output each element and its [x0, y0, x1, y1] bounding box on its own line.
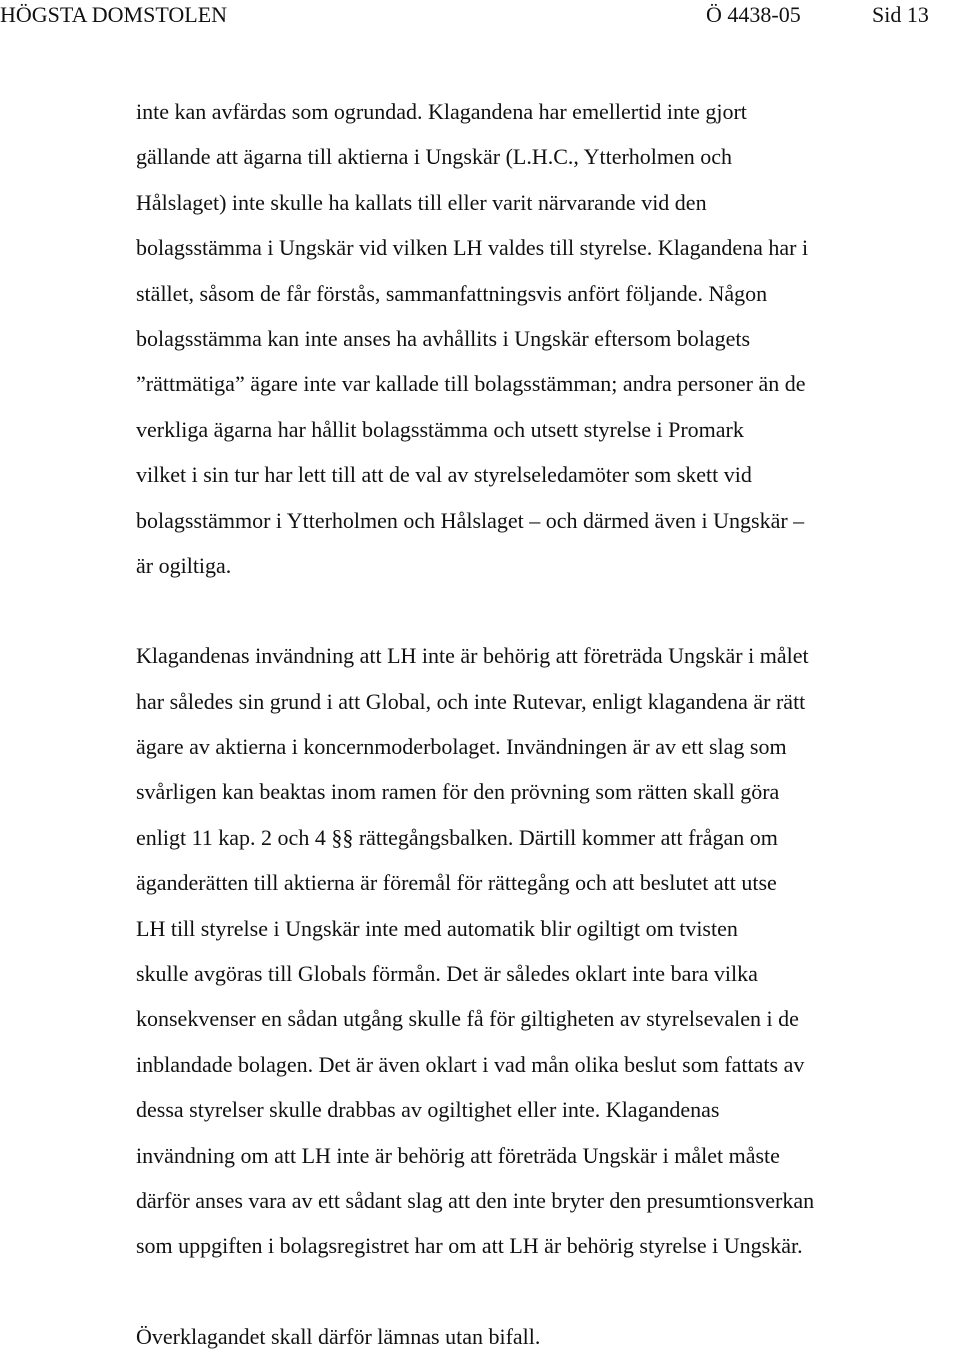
- text-line: stället, såsom de får förstås, sammanfattningsvis anfört följande. Någon: [136, 280, 768, 306]
- text-line: LH till styrelse i Ungskär inte med automatik blir ogiltigt om tvisten: [136, 915, 738, 941]
- text-line: är ogiltiga.: [136, 552, 232, 578]
- text-line: äganderätten till aktierna är föremål för rättegång och att beslutet att utse: [136, 870, 777, 896]
- text-line: Hålslaget) inte skulle ha kallats till eller varit närvarande vid den: [136, 189, 707, 215]
- text-line: som uppgiften i bolagsregistret har om att LH är behörig styrelse i Ungskär.: [136, 1233, 803, 1259]
- document-body: [136, 89, 956, 1359]
- text-line: Överklagandet skall därför lämnas utan bifall.: [136, 1323, 541, 1349]
- text-line: enligt 11 kap. 2 och 4 §§ rättegångsbalken. Därtill kommer att frågan om: [136, 824, 778, 850]
- text-line: därför anses vara av ett sådant slag att den inte bryter den presumtionsverkan: [136, 1187, 815, 1213]
- paragraph-spacer: [136, 588, 956, 633]
- paragraph-3: [136, 1314, 956, 1359]
- text-line: bolagsstämma kan inte anses ha avhållits i Ungskär eftersom bolagets: [136, 325, 751, 351]
- text-line: Klagandenas invändning att LH inte är behörig att företräda Ungskär i målet: [136, 643, 809, 669]
- case-number: Ö 4438-05: [706, 2, 801, 27]
- page-header: [0, 0, 960, 30]
- text-line: ägare av aktierna i koncernmoderbolaget. Invändningen är av ett slag som: [136, 734, 787, 760]
- text-line: vilket i sin tur har lett till att de val av styrelseledamöter som skett vid: [136, 462, 752, 488]
- text-line: invändning om att LH inte är behörig att företräda Ungskär i målet måste: [136, 1142, 780, 1168]
- text-line: skulle avgöras till Globals förmån. Det är således oklart inte bara vilka: [136, 961, 758, 987]
- text-line: bolagsstämma i Ungskär vid vilken LH valdes till styrelse. Klagandena har i: [136, 235, 809, 261]
- text-line: dessa styrelser skulle drabbas av ogiltighet eller inte. Klagandenas: [136, 1097, 720, 1123]
- text-line: ”rättmätiga” ägare inte var kallade till bolagsstämman; andra personer än de: [136, 371, 806, 397]
- text-line: verkliga ägarna har hållit bolagsstämma och utsett styrelse i Promark: [136, 416, 744, 442]
- court-name: HÖGSTA DOMSTOLEN: [0, 2, 228, 27]
- paragraph-2: [136, 633, 956, 1268]
- text-line: svårligen kan beaktas inom ramen för den prövning som rätten skall göra: [136, 779, 780, 805]
- page-number: Sid 13: [872, 2, 929, 27]
- text-line: inblandade bolagen. Det är även oklart i vad mån olika beslut som fattats av: [136, 1051, 805, 1077]
- paragraph-spacer: [136, 1269, 956, 1314]
- text-line: bolagsstämmor i Ytterholmen och Hålslaget – och därmed även i Ungskär –: [136, 507, 805, 533]
- text-line: konsekvenser en sådan utgång skulle få för giltigheten av styrelsevalen i de: [136, 1006, 799, 1032]
- text-line: har således sin grund i att Global, och inte Rutevar, enligt klagandena är rätt: [136, 688, 806, 714]
- text-line: gällande att ägarna till aktierna i Ungskär (L.H.C., Ytterholmen och: [136, 144, 733, 170]
- paragraph-1: [136, 89, 956, 588]
- text-line: inte kan avfärdas som ogrundad. Klagandena har emellertid inte gjort: [136, 99, 747, 124]
